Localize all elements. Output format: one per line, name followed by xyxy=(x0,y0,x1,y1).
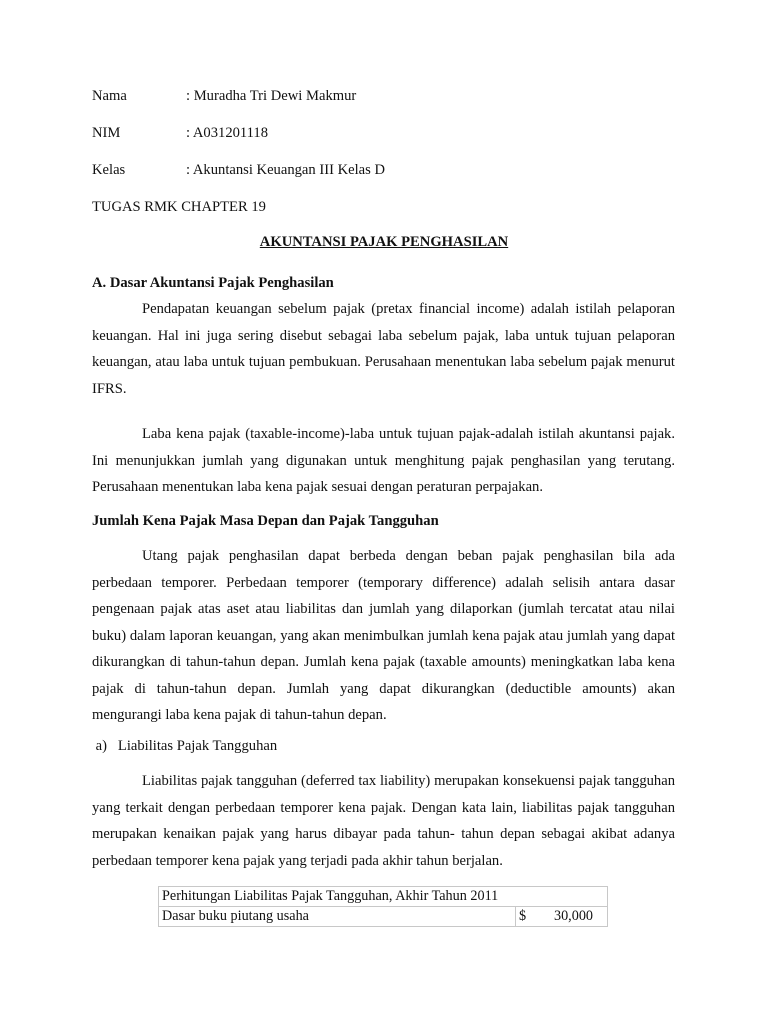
section-a-heading: A. Dasar Akuntansi Pajak Penghasilan xyxy=(92,275,334,291)
nim-value: : A031201118 xyxy=(186,125,269,141)
table-row xyxy=(159,907,608,927)
row-label: Dasar buku piutang usaha xyxy=(159,907,516,927)
section-jumlah-heading: Jumlah Kena Pajak Masa Depan dan Pajak Tangguhan xyxy=(92,513,439,529)
kelas-label: Kelas xyxy=(92,162,126,178)
assignment-title: TUGAS RMK CHAPTER 19 xyxy=(92,199,266,215)
page-title: AKUNTANSI PAJAK PENGHASILAN xyxy=(259,234,509,250)
table-caption-row xyxy=(159,887,608,907)
row-amount: 30,000 xyxy=(530,907,608,927)
nama-label: Nama xyxy=(92,88,127,104)
kelas-value: : Akuntansi Keuangan III Kelas D xyxy=(186,162,385,178)
subsection-a-paragraph: Liabilitas pajak tangguhan (deferred tax liability) merupakan konsekuensi pajak tangguhan yang terkait dengan perbedaan temporer kena pajak. Dengan kata lain, liabilitas pajak tangguhan merupakan kenaikan pajak yang harus dibayar pada tahun- tahun depan sebagai akibat adanya perbedaan temporer kena pajak yang terjadi pada akhir tahun berjalan. xyxy=(92,773,675,869)
section-jumlah-paragraph: Utang pajak penghasilan dapat berbeda dengan beban pajak penghasilan bila ada perbedaan temporer. Perbedaan temporer (temporary difference) adalah selisih antara dasar pengenaan pajak atas aset atau liabilitas dan jumlah yang dilaporkan (jumlah tercatat atau nilai buku) dalam laporan keuangan, yang akan menimbulkan jumlah kena pajak atau jumlah yang dapat dikurangkan di tahun-tahun depan. Jumlah kena pajak (taxable amounts) meningkatkan laba kena pajak di tahun-tahun depan. Jumlah yang dapat dikurangkan (deductible amounts) akan mengurangi laba kena pajak di tahun-tahun depan. xyxy=(92,548,675,723)
section-a-paragraph-1: Pendapatan keuangan sebelum pajak (pretax financial income) adalah istilah pelaporan keuangan. Hal ini juga sering disebut sebagai laba sebelum pajak, laba untuk tujuan pelaporan keuangan, atau laba untuk tujuan pembukuan. Perusahaan menentukan laba sebelum pajak menurut IFRS. xyxy=(92,301,675,397)
subsection-a-heading: a) Liabilitas Pajak Tangguhan xyxy=(92,738,278,754)
table-caption: Perhitungan Liabilitas Pajak Tangguhan, Akhir Tahun 2011 xyxy=(159,887,608,907)
calculation-table xyxy=(158,886,608,927)
nama-value: : Muradha Tri Dewi Makmur xyxy=(186,88,357,104)
nim-label: NIM xyxy=(92,125,121,141)
section-a-paragraph-2: Laba kena pajak (taxable-income)-laba untuk tujuan pajak-adalah istilah akuntansi pajak. Ini menunjukkan jumlah yang digunakan untuk menghitung pajak penghasilan yang terutang. Perusahaan menentukan laba kena pajak sesuai dengan peraturan perpajakan. xyxy=(92,426,675,495)
row-currency: $ xyxy=(516,907,531,927)
